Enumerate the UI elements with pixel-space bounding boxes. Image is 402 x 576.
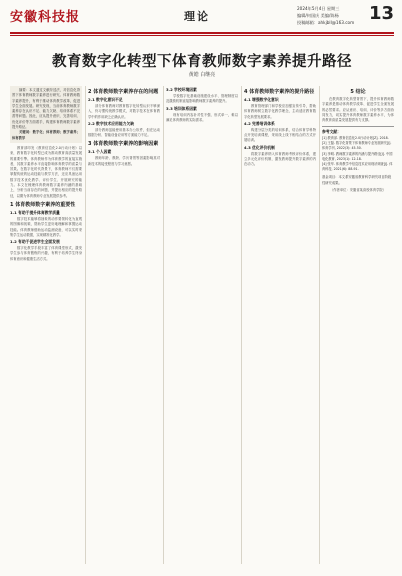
subsection-heading: 4.2 完善培训体系 [244, 120, 275, 126]
subsection-heading: 1.1 有助于提升体育教学质量 [10, 209, 60, 215]
body-paragraph: 将数字素养纳入体育教师考核评价体系，建立多元化评价机制，激发教师提升数字素养的内在动力。 [244, 151, 316, 167]
subsection-heading: 4.1 增强数字化意识 [244, 97, 279, 102]
body-paragraph: 部分教师虽能使用基本办公软件，但在运动数据分析、智能设备应用等方面能力不足。 [88, 127, 160, 138]
conclusion-paragraph: 在教育数字化转型背景下，提升体育教师数字素养是推动体育教学改革、促进学生全面发展的必然要求。应从意识、培训、评价等多方面协同发力，切实提升体育教师数字素养水平，为体育教育高质量发展提供有力支撑。 [322, 97, 394, 123]
intro-paragraph: 教育部印发《教育信息化2.0行动计划》以来，教育数字化转型已成为推动教育高质量发展的重要引擎。体育教师作为体育教学的直接实施者，其数字素养水平直接影响体育教学的质量与效果。在数字化时代背景下，体育教师不仅需要掌握传统的运动技能与教学方法，还应具备运用数字技术优化教学、评价学生、开展研究的能力。本文在梳理体育教师数字素养内涵的基础上，分析当前存在的问题，并提出相应的提升路径，以期为体育教师专业发展提供参考。 [10, 145, 82, 198]
reference-item: [1] 教育部. 教育信息化2.0行动计划[Z]. 2018. [322, 135, 389, 140]
references-heading: 参考文献： [322, 128, 341, 134]
body-paragraph: 教师年龄、教龄、学历背景等因素影响其对新技术的接受程度与学习意愿。 [88, 156, 160, 166]
column-1 [10, 86, 82, 564]
column-divider [163, 86, 164, 564]
body-paragraph: 部分体育教师对教育数字化转型认识不够深入，仍习惯传统教学模式，对数字技术在体育教学中的作用缺乏正确认识。 [88, 104, 160, 119]
body-paragraph: 数字化教学手段丰富了体育课堂形式，激发学生参与体育锻炼的兴趣，有利于培养学生终身体育意识和健康生活方式。 [10, 246, 82, 261]
body-paragraph: 教育管理部门和学校应加强宣传引导，帮助体育教师树立数字化教学理念，主动适应教育数字化转型发展要求。 [244, 104, 316, 119]
header-rule [10, 32, 394, 34]
header-rule-thin [10, 35, 394, 36]
section-name: 理论 [184, 10, 210, 23]
subsection-heading: 1.2 有助于促进学生全面发展 [10, 239, 60, 245]
section-heading: 2 体育教师数字素养存在的问题 [88, 89, 159, 95]
issue-date: 2024年5月4日 星期三 [297, 6, 340, 11]
editor-line: 编辑/何国庆 美编/陈杨 [297, 13, 339, 18]
section-heading: 1 体育教师数字素养的重要性 [10, 201, 76, 208]
section-heading: 3 体育教师数字素养的影响因素 [88, 141, 159, 148]
keywords: 关键词：数字化；体育教师；数字素养；体育教学 [12, 130, 80, 140]
body-paragraph: 学校数字化基础设施建设水平、管理制度以及激励机制直接影响教师数字素养的提升。 [166, 94, 238, 104]
fund-note: 基金项目：本文系安徽省教育科学研究项目阶段性研究成果。 [322, 175, 392, 185]
reference-item: [3] 李明. 教师数字素养的内涵与提升路径[J]. 中国电化教育, 2023(1): 12-18. [322, 151, 393, 161]
subsection-heading: 3.3 培训体系因素 [166, 105, 197, 111]
newspaper-logo: 安徽科技报 [10, 10, 81, 25]
column-divider [241, 86, 242, 564]
article-author: 黄皓 白继亮 [188, 72, 216, 78]
section-heading: 5 结论 [350, 89, 366, 95]
section-heading: 4 体育教师数字素养的提升路径 [244, 89, 315, 95]
column-5 [322, 86, 394, 564]
body-paragraph: 构建分层分类的培训体系，结合体育学科特点开发培训课程，采用线上线下相结合的方式开展培训。 [244, 127, 316, 143]
references-divider [322, 126, 394, 127]
masthead [10, 2, 394, 36]
article-title: 教育数字化转型下体育教师数字素养提升路径 [52, 53, 352, 70]
subsection-heading: 2.2 数字技术应用能力欠缺 [88, 120, 135, 126]
abstract-text: 摘要：本文通过文献综述法，对信息化背景下体育教师数字素养进行研究。体育教师数字素养提升，有利于推动体育教学改革，促进学生全面发展。研究发现，当前体育教师数字素养存在认识不足、能力欠缺、培训体系不完善等问题。因此，应从提升意识、完善培训、优化评价等方面着手，构建体育教师数字素养提升路径。 [12, 88, 80, 130]
body-paragraph: 数字技术能够将抽象的动作要领转化为直观的图像和视频，帮助学生更好地理解和掌握运动技能。体育教师借助运动监测设备，可以实时采集学生运动数据，实现精准化教学。 [10, 216, 82, 237]
subsection-heading: 2.1 数字化意识不足 [88, 97, 123, 102]
column-4 [244, 86, 316, 564]
column-divider [319, 86, 320, 564]
page-number: 13 [368, 3, 394, 24]
body-paragraph: 现有培训内容针对性不强、形式单一，难以满足体育教师的实际需求。 [166, 112, 238, 122]
reference-item: [2] 王磊. 数字化背景下体育教师专业发展研究[J]. 体育学刊, 2022(3): 45-50. [322, 141, 392, 151]
abstract-box [10, 86, 82, 143]
column-3 [166, 86, 238, 564]
submission-email: 投稿邮箱：ahkjbll@163.com [297, 20, 355, 25]
subsection-heading: 3.2 学校环境因素 [166, 87, 197, 92]
issue-info [297, 5, 377, 26]
column-2 [88, 86, 160, 564]
reference-item: [4] 张华. 体育教学中信息技术应用现状调查[J]. 体育科技, 2021(6): 88-91. [322, 162, 393, 172]
subsection-heading: 4.3 优化评价机制 [244, 144, 275, 150]
subsection-heading: 3.1 个人因素 [88, 149, 112, 155]
author-unit: （作者单位：安徽省某高校体育学院） [329, 188, 387, 192]
column-divider [85, 86, 86, 564]
